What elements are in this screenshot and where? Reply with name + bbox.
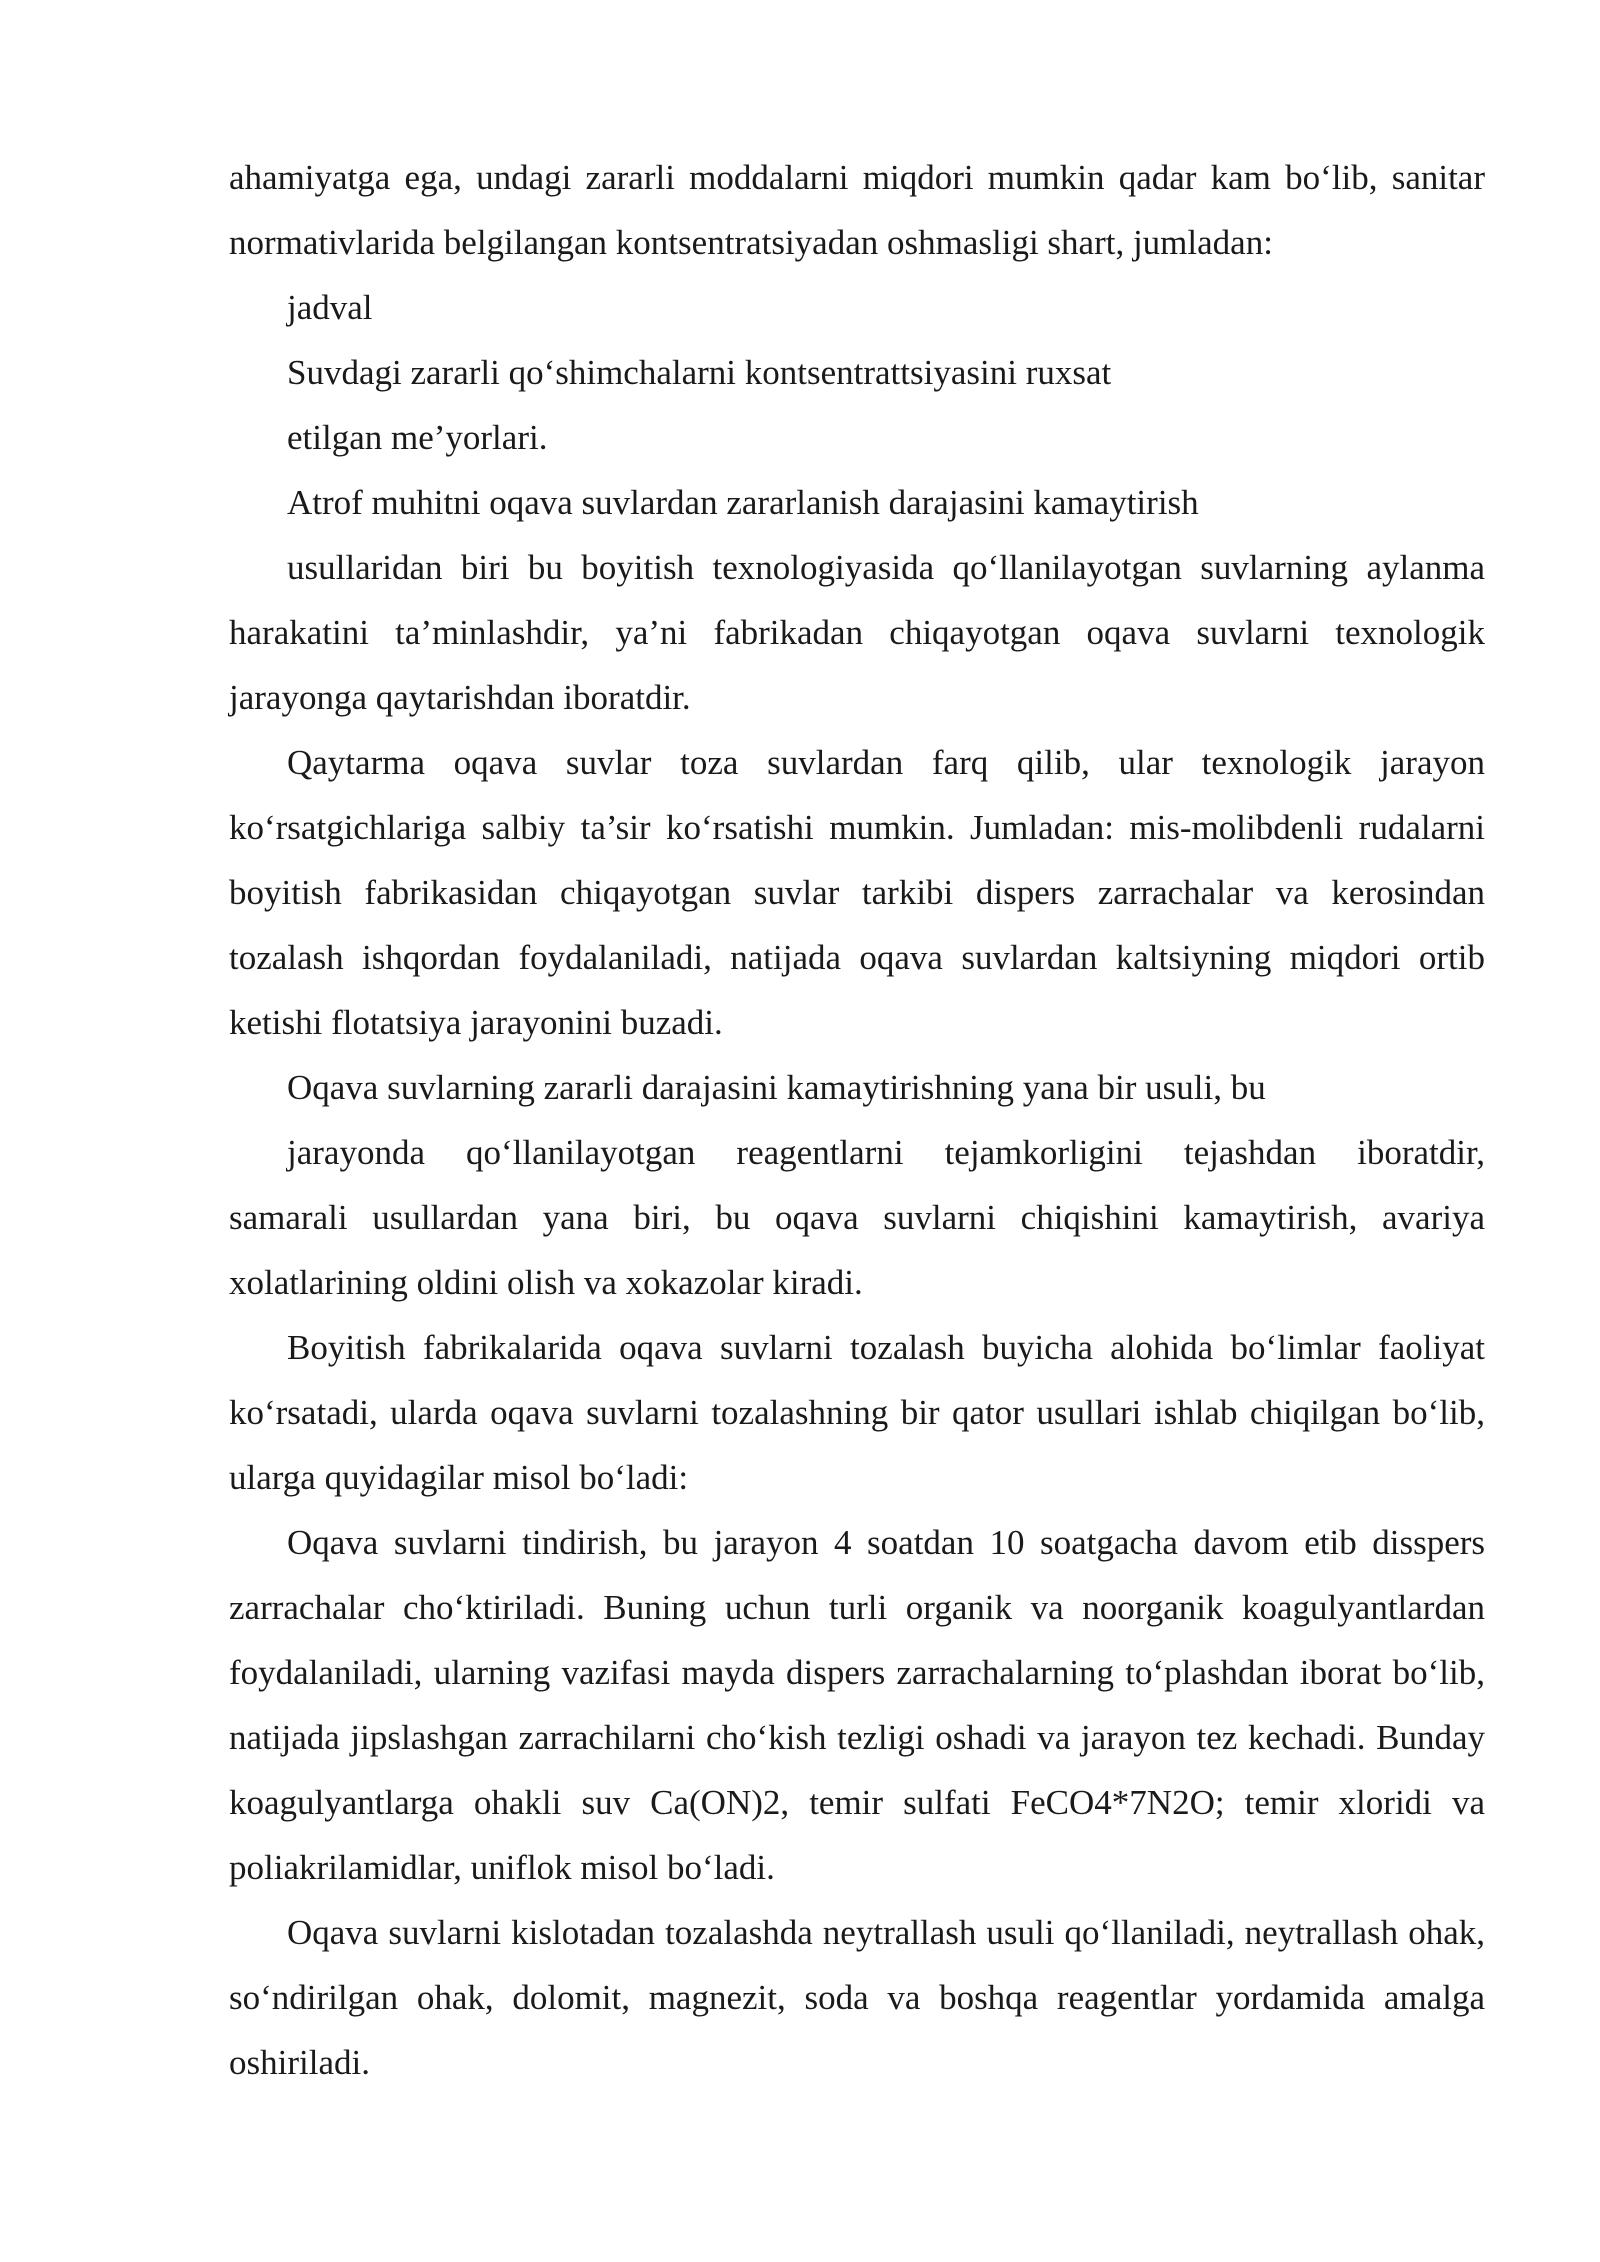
paragraph-6: Oqava suvlarni kislotadan tozalashda neytrallash usuli qo‘llaniladi, neytrallash ohak, so‘ndirilgan ohak, dolomit, magnezit, soda va boshqa reagentlar yordamida amalga oshiriladi. xyxy=(229,1913,1485,2082)
paragraph-3-first-line: jarayonda qo‘llanilayotgan reagentlarni tejamkorligini tejashdan iboratdir, xyxy=(287,1133,1485,1172)
table-caption-line-1: Suvdagi zararli qo‘shimchalarni kontsentrattsiyasini ruxsat xyxy=(287,353,1112,392)
paragraph-5: Oqava suvlarni tindirish, bu jarayon 4 soatdan 10 soatgacha davom etib disspers zarrachalar cho‘ktiriladi. Buning uchun turli organik va noorganik koagulyantlardan foydalaniladi, ularning vazifasi mayda dispers zarrachalarning to‘plashdan iborat bo‘lib, natijada jipslashgan zarrachilarni cho‘kish tezligi oshadi va jarayon tez kechadi. Bunday koagulyantlarga ohakli suv Ca(ON)2, temir sulfati FeCO4*7N2O; temir xloridi va poliakrilamidlar, uniflok misol bo‘ladi. xyxy=(229,1523,1485,1887)
paragraph-3-heading-line: Oqava suvlarning zararli darajasini kamaytirishning yana bir usuli, bu xyxy=(287,1068,1266,1107)
paragraph-1-heading-line: Atrof muhitni oqava suvlardan zararlanish darajasini kamaytirish xyxy=(287,483,1199,522)
table-label: jadval xyxy=(287,288,373,327)
paragraph-1-rest: harakatini ta’minlashdir, ya’ni fabrikadan chiqayotgan oqava suvlarni texnologik jarayonga qaytarishdan iboratdir. xyxy=(229,613,1485,717)
paragraph-3-rest: samarali usullardan yana biri, bu oqava suvlarni chiqishini kamaytirish, avariya xolatlarining oldini olish va xokazolar kiradi. xyxy=(229,1198,1485,1302)
paragraph-4: Boyitish fabrikalarida oqava suvlarni tozalash buyicha alohida bo‘limlar faoliyat ko‘rsatadi, ularda oqava suvlarni tozalashning bir qator usullari ishlab chiqilgan bo‘lib, ularga quyidagilar misol bo‘ladi: xyxy=(229,1328,1485,1497)
paragraph-continuation: ahamiyatga ega, undagi zararli moddalarni miqdori mumkin qadar kam bo‘lib, sanitar normativlarida belgilangan kontsentratsiyadan oshmasligi shart, jumladan: xyxy=(229,158,1485,262)
document-page xyxy=(229,145,1485,2095)
paragraph-2: Qaytarma oqava suvlar toza suvlardan farq qilib, ular texnologik jarayon ko‘rsatgichlariga salbiy ta’sir ko‘rsatishi mumkin. Jumladan: mis-molibdenli rudalarni boyitish fabrikasidan chiqayotgan suvlar tarkibi dispers zarrachalar va kerosindan tozalash ishqordan foydalaniladi, natijada oqava suvlardan kaltsiyning miqdori ortib ketishi flotatsiya jarayonini buzadi. xyxy=(229,743,1485,1042)
paragraph-1-first-line: usullaridan biri bu boyitish texnologiyasida qo‘llanilayotgan suvlarning aylanma xyxy=(287,548,1485,587)
table-caption-line-2: etilgan me’yorlari. xyxy=(287,418,548,457)
